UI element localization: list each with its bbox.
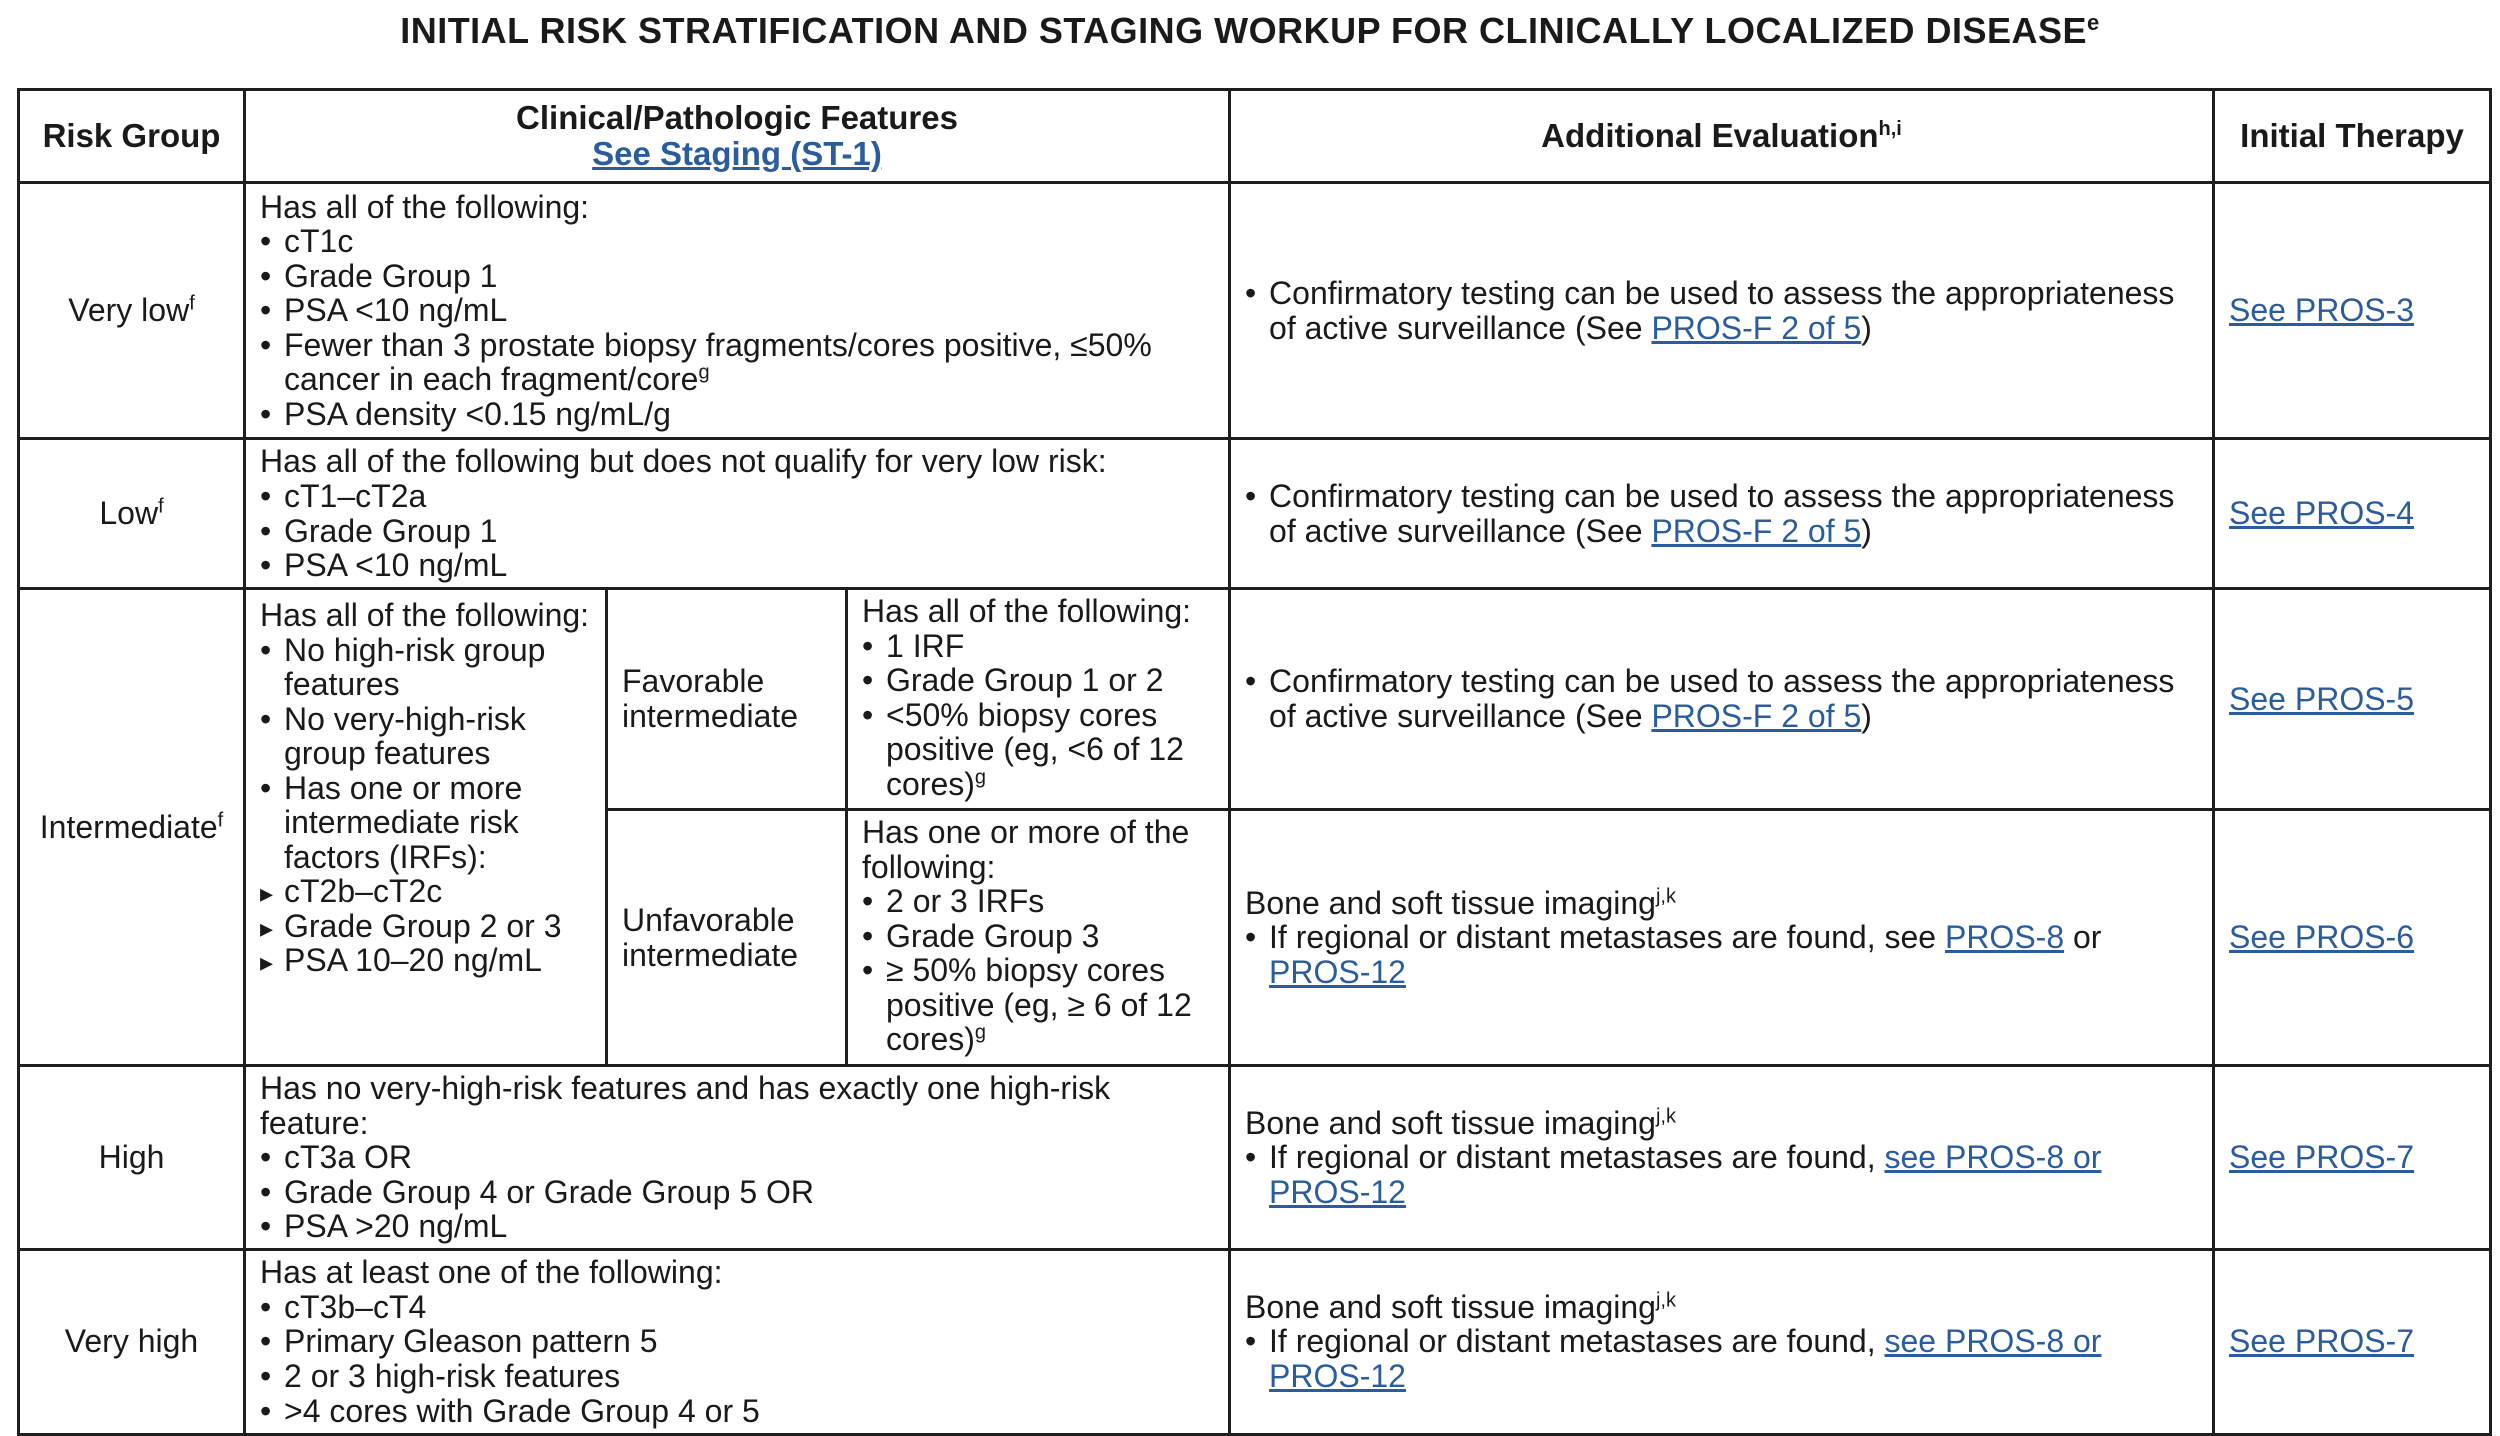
list-item: • 1 IRF [862, 629, 1214, 664]
features-very-high [245, 1249, 1230, 1434]
therapy-link-pros-6[interactable]: See PROS-6 [2229, 919, 2414, 956]
row-high [19, 1066, 2491, 1250]
pros-12-link[interactable]: PROS-12 [1269, 953, 1406, 990]
therapy-link-pros-4[interactable]: See PROS-4 [2229, 495, 2414, 532]
eval-head: Bone and soft tissue imaging$^{j,k}$ [1245, 1104, 1676, 1141]
list-item: • >4 cores with Grade Group 4 or 5 [260, 1394, 1214, 1429]
pros-8-link[interactable]: PROS-8 [1944, 919, 2065, 956]
therapy-low [2214, 439, 2491, 589]
features-favorable [847, 589, 1230, 810]
row-very-high [19, 1249, 2491, 1434]
list-item: • If regional or distant metastases are found, see PROS-8 or PROS-12 [1245, 920, 2198, 989]
therapy-high [2214, 1066, 2491, 1250]
risk-group-intermediate: Intermediate$^f$ [19, 589, 245, 1066]
features-lead: Has all of the following but does not qualify for very low risk: [260, 443, 1107, 480]
therapy-very-high [2214, 1249, 2491, 1434]
therapy-very-low [2214, 183, 2491, 439]
list-item: • Grade Group 3 [862, 919, 1214, 954]
list-item: • Grade Group 4 or Grade Group 5 OR [260, 1175, 1214, 1210]
header-features-label: Clinical/Pathologic Features [516, 99, 958, 137]
list-item: • PSA <10 ng/mL [260, 293, 1214, 328]
list-item: • cT1–cT2a [260, 479, 1214, 514]
risk-group-high: High [19, 1066, 245, 1250]
features-lead: Has all of the following: [260, 188, 590, 225]
list-item: • No very-high-risk group features [260, 702, 591, 771]
evaluation-high [1230, 1066, 2214, 1250]
eval-head: Bone and soft tissue imaging$^{j,k}$ [1245, 884, 1676, 921]
list-item: • Fewer than 3 prostate biopsy fragments/cores positive, ≤50% cancer in each fragment/core$^g$ [260, 328, 1214, 397]
risk-group-low: Low$^f$ [19, 439, 245, 589]
header-risk-group: Risk Group [19, 90, 245, 183]
evaluation-unfavorable [1230, 810, 2214, 1066]
list-item: • Grade Group 1 or 2 [862, 663, 1214, 698]
list-item: • cT3a OR [260, 1140, 1214, 1175]
row-low [19, 439, 2491, 589]
pros-8-12-link[interactable]: see PROS-8 or PROS-12 [1269, 1323, 2102, 1394]
list-item: • Grade Group 1 [260, 259, 1214, 294]
list-item: • cT1c [260, 224, 1214, 259]
header-features [245, 90, 1230, 183]
features-very-low [245, 183, 1230, 439]
page-title: INITIAL RISK STRATIFICATION AND STAGING WORKUP FOR CLINICALLY LOCALIZED DISEASE$^e$ [400, 10, 2100, 51]
therapy-link-pros-5[interactable]: See PROS-5 [2229, 680, 2414, 717]
list-item: • If regional or distant metastases are found, see PROS-8 or PROS-12 [1245, 1324, 2198, 1393]
list-item: • PSA <10 ng/mL [260, 548, 1214, 583]
features-lead: Has all of the following: [862, 593, 1192, 629]
evaluation-low [1230, 439, 2214, 589]
therapy-link-pros-7[interactable]: See PROS-7 [2229, 1139, 2414, 1176]
pros-f-link[interactable]: PROS-F 2 of 5 [1651, 512, 1862, 549]
features-high [245, 1066, 1230, 1250]
evaluation-very-low [1230, 183, 2214, 439]
features-low [245, 439, 1230, 589]
therapy-favorable [2214, 589, 2491, 810]
list-item: • PSA >20 ng/mL [260, 1209, 1214, 1244]
list-item: • Confirmatory testing can be used to assess the appropriateness of active surveillance (See PROS-F 2 of 5) [1245, 664, 2198, 733]
list-item: • PSA density <0.15 ng/mL/g [260, 397, 1214, 432]
staging-link[interactable]: See Staging (ST-1) [592, 135, 882, 172]
risk-group-very-high: Very high [19, 1249, 245, 1434]
list-item: • Confirmatory testing can be used to assess the appropriateness of active surveillance (See PROS-F 2 of 5) [1245, 276, 2198, 345]
list-item: • 2 or 3 high-risk features [260, 1359, 1214, 1394]
risk-group-very-low: Very low$^f$ [19, 183, 245, 439]
header-initial-therapy: Initial Therapy [2214, 90, 2491, 183]
features-lead: Has all of the following: [260, 597, 590, 633]
title-footnote: e [2087, 10, 2100, 35]
therapy-link-pros-3[interactable]: See PROS-3 [2229, 292, 2414, 329]
sub-list-item: ▸ cT2b–cT2c [260, 874, 591, 909]
risk-stratification-table [17, 88, 2492, 1436]
header-additional-evaluation: Additional Evaluation$^{h,i}$ [1230, 90, 2214, 183]
list-item: • Primary Gleason pattern 5 [260, 1324, 1214, 1359]
list-item: • Confirmatory testing can be used to assess the appropriateness of active surveillance (See PROS-F 2 of 5) [1245, 479, 2198, 548]
list-item: • <50% biopsy cores positive (eg, <6 of 12 cores)$^g$ [862, 698, 1214, 802]
evaluation-very-high [1230, 1249, 2214, 1434]
features-lead: Has no very-high-risk features and has exactly one high-risk feature: [260, 1070, 1111, 1141]
features-unfavorable [847, 810, 1230, 1066]
list-item: • If regional or distant metastases are found, see PROS-8 or PROS-12 [1245, 1140, 2198, 1209]
header-row [19, 90, 2491, 183]
therapy-unfavorable [2214, 810, 2491, 1066]
row-very-low [19, 183, 2491, 439]
list-item: • Has one or more intermediate risk factors (IRFs): [260, 771, 591, 875]
features-lead: Has at least one of the following: [260, 1254, 723, 1291]
list-item: • cT3b–cT4 [260, 1290, 1214, 1325]
pros-8-12-link[interactable]: see PROS-8 or PROS-12 [1269, 1139, 2102, 1210]
pros-f-link[interactable]: PROS-F 2 of 5 [1651, 309, 1862, 346]
list-item: • ≥ 50% biopsy cores positive (eg, ≥ 6 of 12 cores)$^g$ [862, 953, 1214, 1057]
list-item: • 2 or 3 IRFs [862, 884, 1214, 919]
subgroup-favorable: Favorable intermediate [607, 589, 847, 810]
eval-head: Bone and soft tissue imaging$^{j,k}$ [1245, 1288, 1676, 1325]
sub-list-item: ▸ Grade Group 2 or 3 [260, 909, 591, 944]
evaluation-favorable [1230, 589, 2214, 810]
row-intermediate-favorable [19, 589, 2491, 810]
list-item: • Grade Group 1 [260, 514, 1214, 549]
subgroup-unfavorable: Unfavorable intermediate [607, 810, 847, 1066]
list-item: • No high-risk group features [260, 633, 591, 702]
pros-f-link[interactable]: PROS-F 2 of 5 [1651, 698, 1862, 734]
therapy-link-pros-7[interactable]: See PROS-7 [2229, 1323, 2414, 1360]
features-intermediate [245, 589, 607, 1066]
features-lead: Has one or more of the following: [862, 814, 1190, 885]
sub-list-item: ▸ PSA 10–20 ng/mL [260, 943, 591, 978]
